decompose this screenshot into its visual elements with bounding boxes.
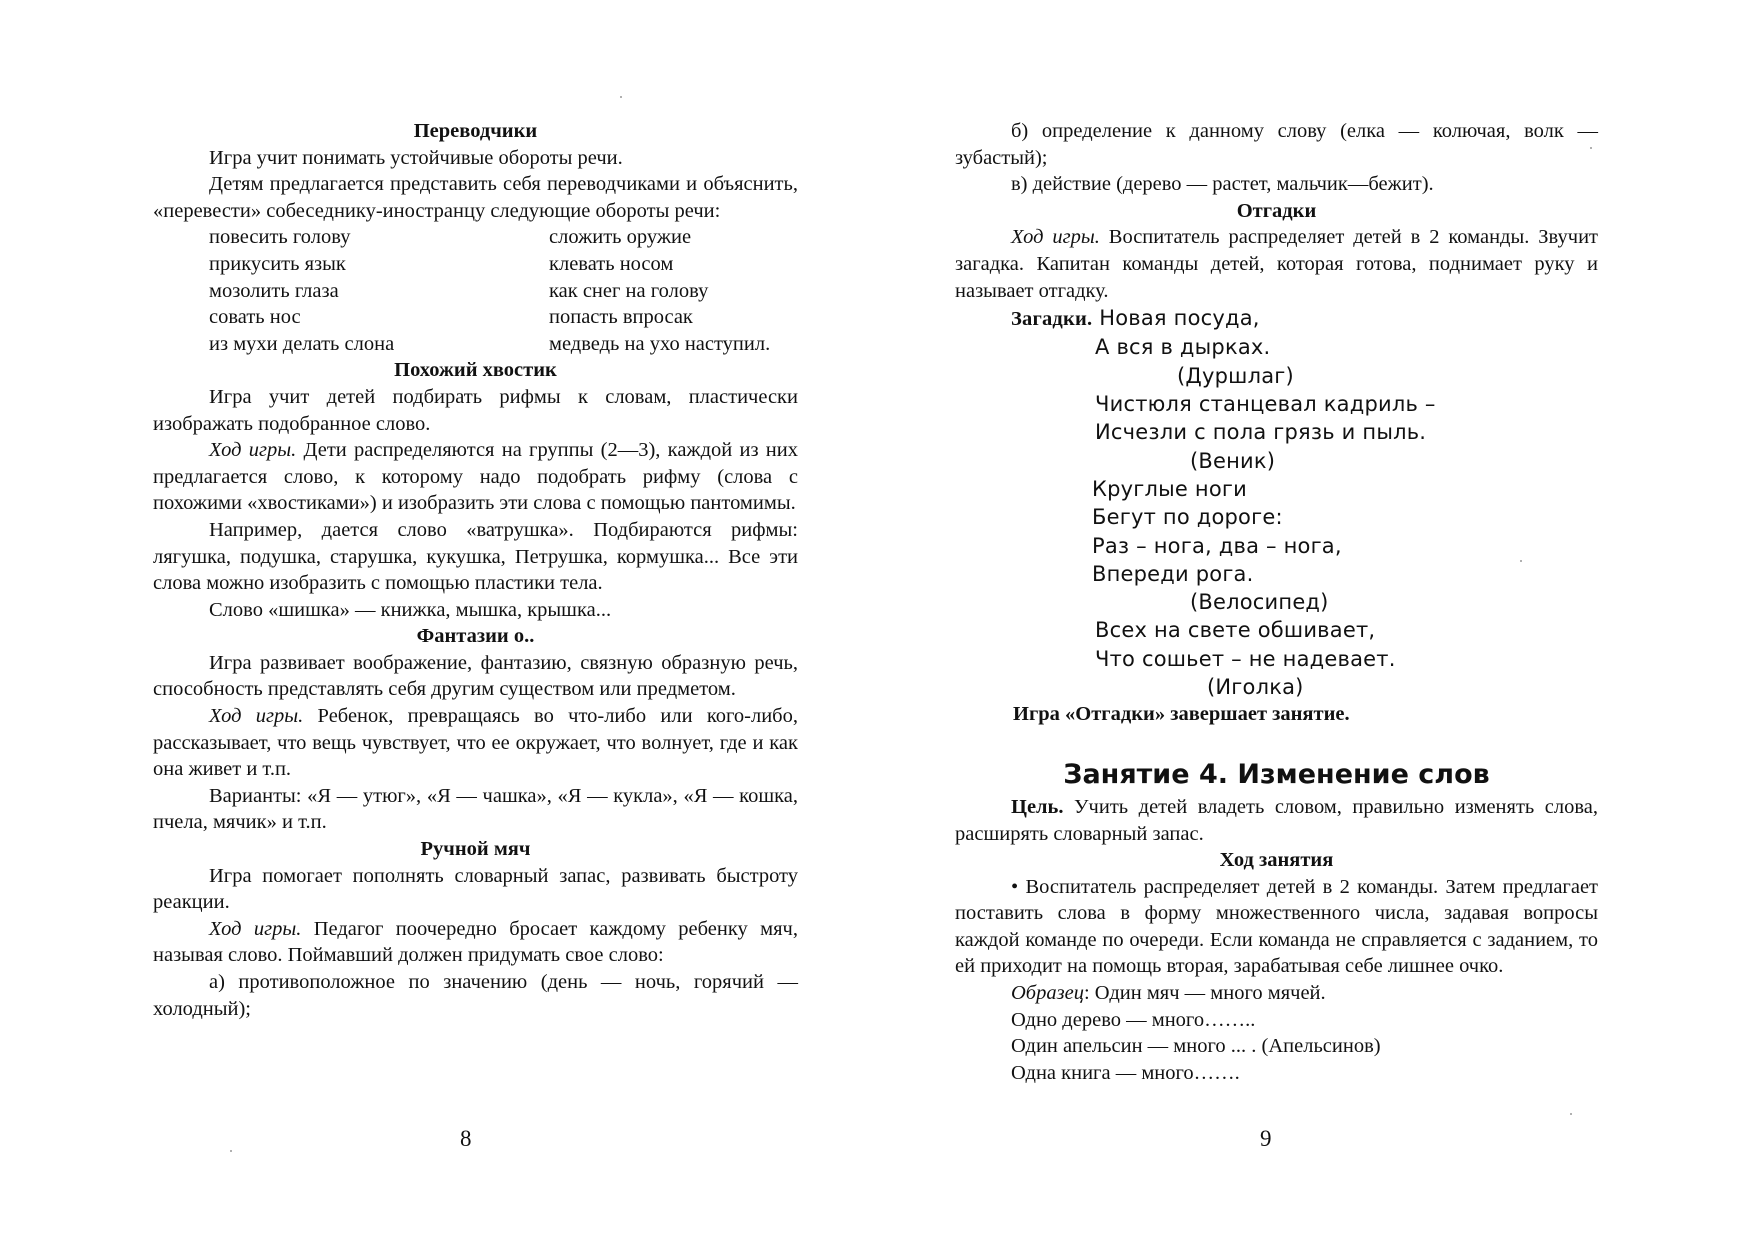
paragraph: Детям предлагается представить себя переводчиками и объяснить, «перевести» собеседнику-иностранцу следующие обороты речи: [153, 173, 798, 222]
paragraph: а) противоположное по значению (день — ночь, горячий — холодный); [153, 971, 798, 1020]
paragraph: • Воспитатель распределяет детей в 2 команды. Затем предлагает поставить слова в форму множественного числа, задавая вопросы каждой команде по очереди. Если команда не справляется с заданием, то ей приходит на помощь вторая, зарабатывая себе лишнее очко. [955, 875, 1598, 978]
scan-speck [1570, 1113, 1572, 1115]
section-title-ruchnoy-myach: Ручной мяч [420, 838, 531, 861]
page-number: 9 [1260, 1126, 1272, 1151]
phrase: совать нос [209, 306, 301, 329]
phrase: сложить оружие [549, 226, 692, 249]
phrase: повесить голову [209, 226, 351, 249]
course-text: Педагог поочередно бросает каждому ребенку мяч, называя слово. Поймавший должен придумать свое слово: [153, 917, 798, 967]
section-title-pokhozhiy-khvostik: Похожий хвостик [394, 359, 557, 382]
riddle-answer: (Велосипед) [1190, 590, 1329, 615]
phrase-pairs-list [153, 224, 798, 357]
phrase: медведь на ухо наступил. [549, 332, 771, 355]
riddle-line: Загадки. Новая посуда, [1011, 306, 1260, 331]
riddle-line: Всех на свете обшивает, [1095, 618, 1376, 643]
riddle-line: Круглые ноги [1092, 476, 1247, 501]
course-text: Ребенок, превращаясь во что-либо или кого-либо, рассказывает, что вещь чувствует, что ее окружает, что волнует, где и как она живет и т.п. [153, 705, 798, 781]
section-title-khod-zanyatiya: Ход занятия [1219, 849, 1334, 872]
riddle-line: А вся в дырках. [1095, 335, 1271, 360]
paragraph [153, 703, 798, 783]
right-page-text-column [955, 118, 1598, 1086]
riddles-block [955, 304, 1598, 701]
closing-line: Игра «Отгадки» завершает занятие. [1013, 703, 1350, 726]
riddle-line: Бегут по дороге: [1092, 505, 1283, 530]
paragraph [153, 916, 798, 969]
exercise-line: Одно дерево — много…….. [1011, 1008, 1256, 1031]
phrase: как снег на голову [549, 279, 709, 302]
section-title-otgadki: Отгадки [1236, 199, 1317, 222]
goal-text: Учить детей владеть словом, правильно изменять слова, расширять словарный запас. [955, 795, 1598, 845]
course-text: Дети распределяются на группы (2—3), каждой из них предлагается слово, к которому надо подобрать рифму (слова с похожими «хвостиками») и изобразить эти слова с помощью пантомимы. [153, 439, 799, 515]
riddle-line: Раз – нога, два – нога, [1092, 533, 1342, 558]
section-title-perevodchiki: Переводчики [413, 120, 538, 142]
lesson-title: Занятие 4. Изменение слов [1063, 758, 1490, 790]
sample-label: Образец [1011, 982, 1084, 1005]
riddle-answer: (Дуршлаг) [1177, 363, 1294, 388]
course-label: Ход игры. [1011, 226, 1100, 249]
phrase: мозолить глаза [209, 279, 339, 302]
scan-speck [1590, 147, 1592, 149]
paragraph: Игра помогает пополнять словарный запас, развивать быстроту реакции. [153, 864, 798, 914]
course-text: Воспитатель распределяет детей в 2 команды. Звучит загадка. Капитан команды детей, которая готова, поднимает руку и называет отгадку. [955, 226, 1599, 302]
phrase: попасть впросак [549, 306, 693, 329]
paragraph: Варианты: «Я — утюг», «Я — чашка», «Я — кукла», «Я — кошка, пчела, мячик» и т.п. [153, 784, 798, 834]
left-page-text-column [153, 118, 798, 1022]
goal-label: Цель. [1011, 795, 1064, 818]
paragraph: б) определение к данному слову (елка — колючая, волк — зубастый); [955, 120, 1598, 169]
paragraph: Игра учит детей подбирать рифмы к словам, пластически изображать подобранное слово. [153, 385, 798, 435]
course-label: Ход игры. [209, 439, 297, 462]
paragraph: Например, дается слово «ватрушка». Подбираются рифмы: лягушка, подушка, старушка, кукушка, Петрушка, кормушка... Все эти слова можно изобразить с помощью пластики тела. [153, 518, 798, 595]
course-label: Ход игры. [209, 917, 302, 940]
paragraph: в) действие (дерево — растет, мальчик—бежит). [1011, 173, 1434, 196]
page-number: 8 [460, 1126, 472, 1151]
paragraph: Игра развивает воображение, фантазию, связную образную речь, способность представлять себя другим существом или предметом. [153, 651, 798, 701]
riddle-line: Впереди рога. [1092, 561, 1254, 586]
scan-speck [230, 1150, 232, 1152]
section-title-fantazii: Фантазии о.. [416, 625, 535, 648]
phrase: клевать носом [549, 252, 674, 275]
riddle-line: Что сошьет – не надевает. [1095, 646, 1396, 671]
goal-paragraph [955, 794, 1598, 847]
paragraph [955, 224, 1598, 304]
paragraph: Игра учит понимать устойчивые обороты речи. [209, 146, 623, 169]
riddle-line: Исчезли с пола грязь и пыль. [1095, 420, 1427, 445]
scan-speck [1520, 560, 1522, 562]
phrase: прикусить язык [209, 252, 346, 275]
exercise-line: Один апельсин — много ... . (Апельсинов) [1011, 1035, 1381, 1058]
riddles-label: Загадки. [1011, 308, 1093, 331]
riddle-answer: (Веник) [1190, 448, 1276, 473]
riddle-line: Чистюля станцевал кадриль – [1095, 392, 1436, 417]
phrase: из мухи делать слона [209, 332, 395, 355]
riddle-answer: (Иголка) [1207, 675, 1304, 700]
paragraph: Слово «шишка» — книжка, мышка, крышка... [209, 598, 612, 621]
sample-line: Образец: Один мяч — много мячей. [1011, 982, 1326, 1005]
paragraph [153, 437, 798, 517]
exercise-line: Одна книга — много……. [1011, 1061, 1240, 1084]
course-label: Ход игры. [209, 705, 304, 728]
scan-speck [620, 96, 622, 98]
